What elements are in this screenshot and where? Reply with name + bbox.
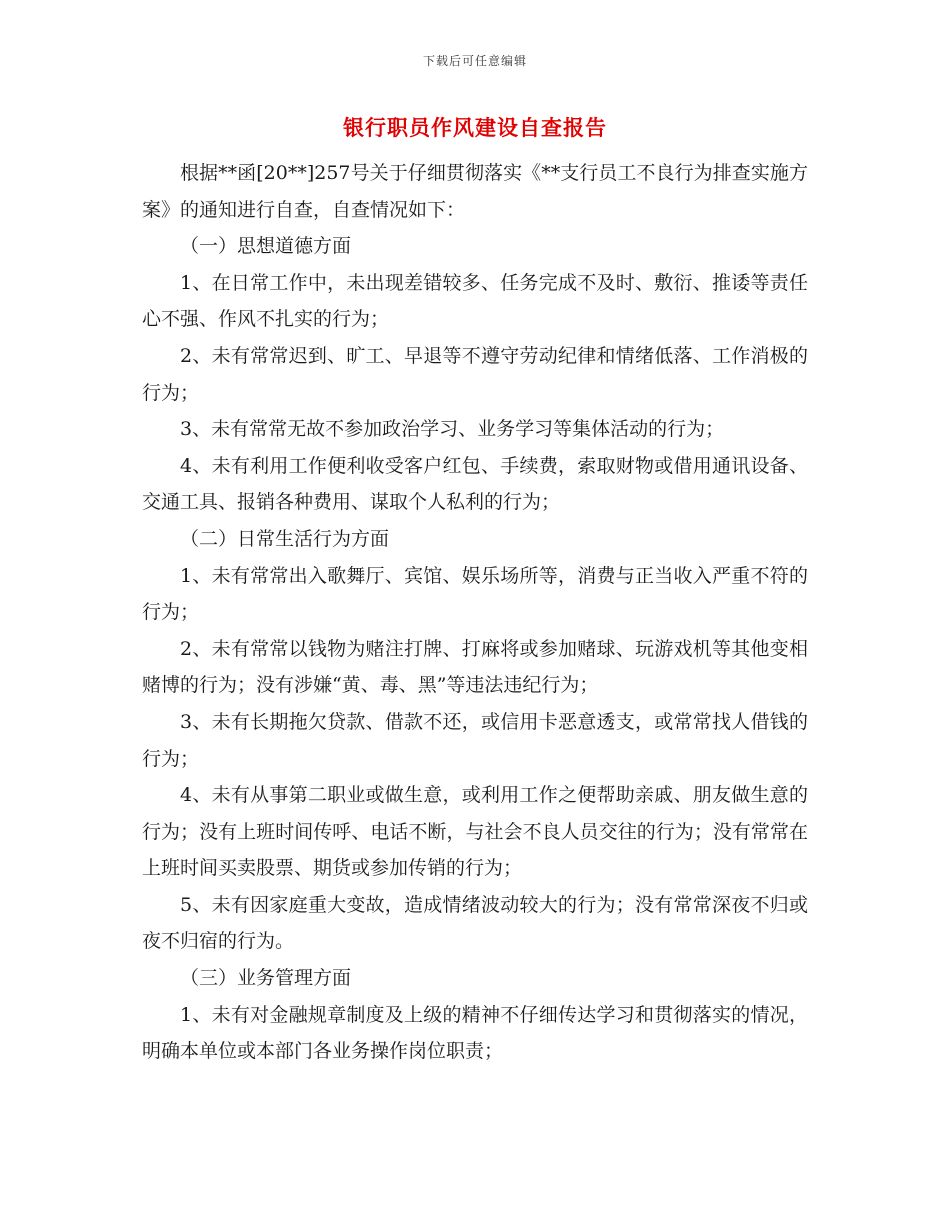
document-body — [142, 155, 808, 1070]
header-note: 下载后可任意编辑 — [422, 54, 527, 68]
paragraph: 2、未有常常迟到、旷工、早退等不遵守劳动纪律和情绪低落、工作消极的行为； — [142, 344, 808, 404]
paragraph-intro: 根据**函[20**]257号关于仔细贯彻落实《**支行员工不良行为排查实施方案》的通知进行自查，自查情况如下： — [142, 162, 808, 221]
section-heading-2: （二）日常生活行为方面 — [180, 527, 390, 550]
paragraph: 4、未有从事第二职业或做生意，或利用工作之便帮助亲戚、朋友做生意的行为；没有上班时间传呼、电话不断，与社会不良人员交往的行为；没有常常在上班时间买卖股票、期货或参加传销的行为； — [142, 784, 808, 880]
section-heading-1: （一）思想道德方面 — [180, 235, 352, 258]
paragraph: 1、在日常工作中，未出现差错较多、任务完成不及时、敷衍、推诿等责任心不强、作风不扎实的行为； — [142, 271, 808, 331]
section-heading-3: （三）业务管理方面 — [180, 967, 352, 990]
paragraph: 5、未有因家庭重大变故，造成情绪波动较大的行为；没有常常深夜不归或夜不归宿的行为。 — [142, 893, 808, 953]
paragraph: 1、未有常常出入歌舞厅、宾馆、娱乐场所等，消费与正当收入严重不符的行为； — [142, 564, 808, 624]
document-title: 银行职员作风建设自查报告 — [343, 115, 607, 140]
paragraph: 3、未有常常无故不参加政治学习、业务学习等集体活动的行为； — [180, 418, 725, 441]
paragraph: 1、未有对金融规章制度及上级的精神不仔细传达学习和贯彻落实的情况，明确本单位或本部门各业务操作岗位职责； — [142, 1003, 808, 1063]
paragraph: 4、未有利用工作便利收受客户红包、手续费，索取财物或借用通讯设备、交通工具、报销各种费用、谋取个人私利的行为； — [142, 454, 808, 514]
paragraph: 3、未有长期拖欠贷款、借款不还，或信用卡恶意透支，或常常找人借钱的行为； — [142, 710, 808, 770]
paragraph: 2、未有常常以钱物为赌注打牌、打麻将或参加赌球、玩游戏机等其他变相赌博的行为；没有涉嫌“黄、毒、黑”等违法违纪行为； — [142, 637, 808, 697]
